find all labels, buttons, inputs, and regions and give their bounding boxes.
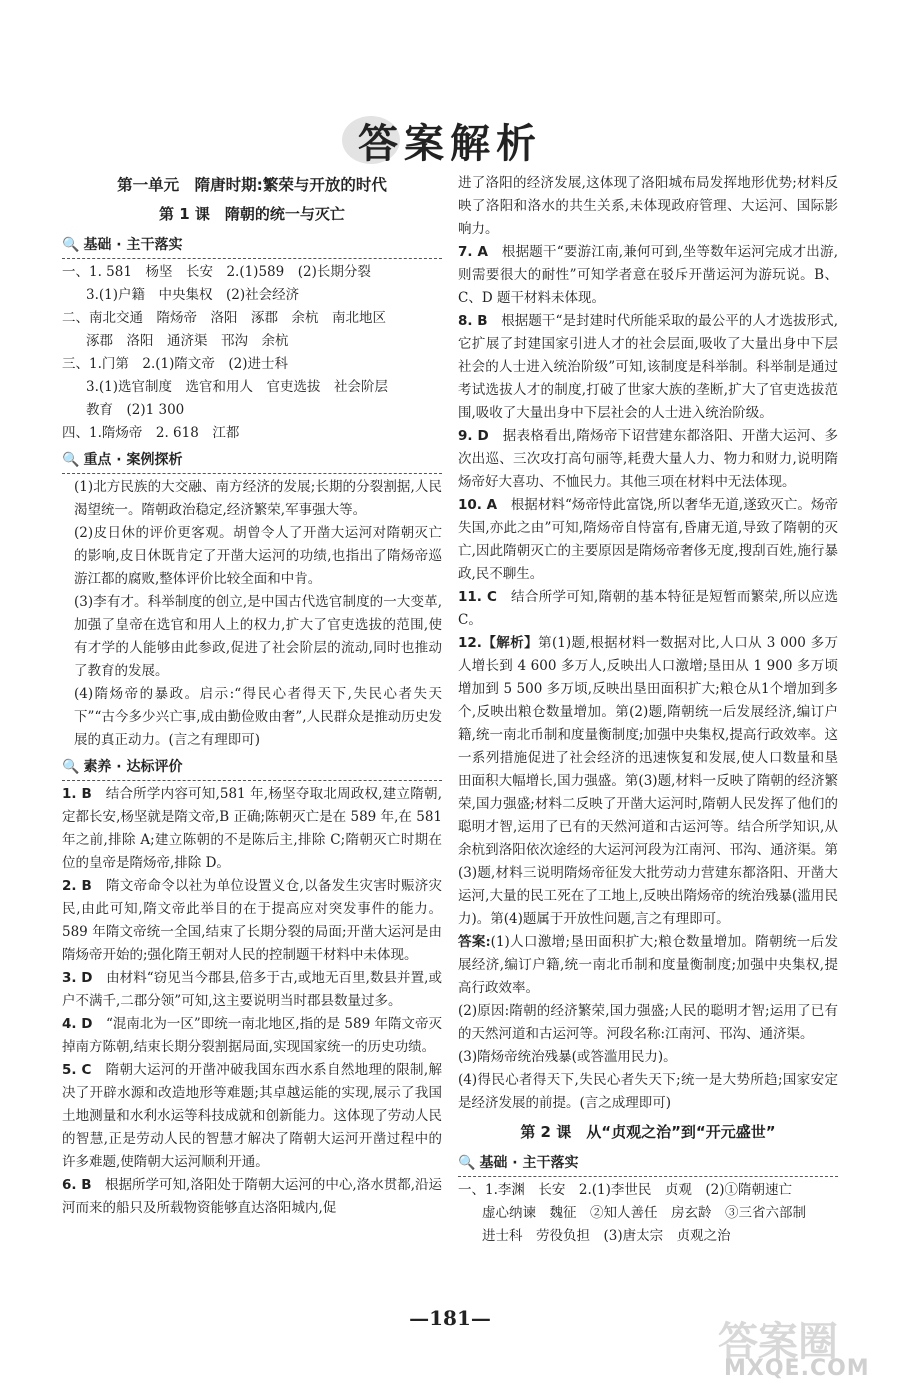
analysis-label: 【解析】: [481, 635, 539, 651]
answer-item: [62, 1013, 442, 1059]
answer-number: 3. D: [62, 970, 93, 986]
basic-line: 涿郡 洛阳 通济渠 邗沟 余杭: [86, 333, 289, 349]
answer-text: 根据所学可知,洛阳处于隋朝大运河的中心,洛水贯都,沿运河而来的船只及所载物资能够直达洛阳城内,促: [62, 1177, 443, 1216]
answer-number: 10. A: [458, 497, 498, 513]
basic-line: 四、1.隋炀帝 2. 618 江都: [62, 425, 240, 441]
answer-number: 9. D: [458, 428, 489, 444]
answer-text: 隋朝大运河的开凿冲破我国东西水系自然地理的限制,解决了开辟水源和改造地形等难题;其卓越运能的实现,展示了我国土地测量和水利水运等科技成就和创新能力。这体现了劳动人民的智慧,正是劳动人民的智慧才解决了隋朝大运河开凿过程中的许多难题,使隋朝大运河顺利开通。: [62, 1062, 442, 1170]
answer-number: 7. A: [458, 244, 488, 260]
answer-item: [458, 586, 838, 632]
answer-text: 根据题干“是封建时代所能采取的最公平的人才选拔形式,它扩展了封建国家引进人才的社会层面,吸收了大量出身中下层社会的人士进入统治阶级”可知,该制度是科举制。科举制是通过考试选拔人才的制度,打破了世家大族的垄断,扩大了官吏选拔范围,吸收了大量出身中下层社会的人士进入统治阶级。: [458, 313, 839, 421]
answer-item: [458, 425, 838, 494]
basic-line: 三、1.门第 2.(1)隋文帝 (2)进士科: [62, 356, 289, 372]
key-paragraph: (4)隋炀帝的暴政。启示:“得民心者得天下,失民心者失天下”“古今多少兴亡事,成由勤俭败由奢”,人民群众是推动历史发展的真正动力。(言之有理即可): [74, 686, 442, 748]
basic-line: 一、1. 581 杨坚 长安 2.(1)589 (2)长期分裂: [62, 264, 371, 280]
lesson-heading: 第 1 课 隋朝的统一与灭亡: [159, 205, 345, 223]
answer-label: 答案:: [458, 934, 491, 950]
continued-text: 进了洛阳的经济发展,这体现了洛阳城布局发挥地形优势;材料反映了洛阳和洛水的共生关系,未体现政府管理、大运河、国际影响力。: [458, 175, 838, 237]
lesson-heading: 第 2 课 从“贞观之治”到“开元盛世”: [520, 1123, 776, 1141]
answer-text: 根据题干“要游江南,兼何可到,坐等数年运河完成才出游,则需要很大的耐性”可知学者意在驳斥开凿运河为游玩说。B、C、D 题干材料未体现。: [458, 244, 839, 306]
answer-number: 5. C: [62, 1062, 92, 1078]
search-icon: 🔍: [62, 759, 80, 775]
answer-text: 隋文帝命令以社为单位设置义仓,以备发生灾害时赈济灾民,由此可知,隋文帝此举目的在于提高应对突发事件的能力。589 年隋文帝统一全国,结束了长期分裂的局面;开凿大运河是由隋炀帝开始的;强化隋王朝对人民的控制题干材料中未体现。: [62, 878, 443, 963]
answer-text: 根据材料“炀帝恃此富饶,所以奢华无道,遂致灭亡。炀帝失国,亦此之由”可知,隋炀帝自恃富有,昏庸无道,导致了隋朝的灭亡,因此隋朝灭亡的主要原因是隋炀帝奢侈无度,搜刮百姓,施行暴政,民不聊生。: [458, 497, 839, 582]
answer-number: 4. D: [62, 1016, 93, 1032]
answer-text: 据表格看出,隋炀帝下诏营建东都洛阳、开凿大运河、多次出巡、三次攻打高句丽等,耗费大量人力、物力和财力,说明隋炀帝好大喜功、不恤民力。其他三项在材料中无法体现。: [458, 428, 838, 490]
basic-line: 二、南北交通 隋炀帝 洛阳 涿郡 余杭 南北地区: [62, 310, 386, 326]
answer-item: [62, 783, 442, 875]
answer-number: 11. C: [458, 589, 497, 605]
answer-line: (4)得民心者得天下,失民心者失天下;统一是大势所趋;国家安定是经济发展的前提。(言之成理即可): [458, 1072, 838, 1111]
answer-line: (2)原因:隋朝的经济繁荣,国力强盛;人民的聪明才智;运用了已有的天然河道和古运河等。河段名称:江南河、邗沟、通济渠。: [458, 1003, 838, 1042]
watermark-url: MXQE.COM: [724, 1356, 870, 1381]
basic-line: 进士科 劳役负担 (3)唐太宗 贞观之治: [482, 1228, 731, 1244]
section-quality: 🔍 素养 · 达标评价: [62, 756, 442, 781]
answer-block: [458, 931, 838, 1000]
search-icon: 🔍: [458, 1155, 476, 1171]
answer-line: (3)隋炀帝统治残暴(或答滥用民力)。: [458, 1049, 677, 1065]
answer-number: 1. B: [62, 786, 92, 802]
answer-item: [62, 1059, 442, 1174]
section-basic: 🔍 基础 · 主干落实: [62, 234, 442, 259]
left-column: [62, 172, 442, 1220]
answer-text: 结合所学内容可知,581 年,杨坚夺取北周政权,建立隋朝,定都长安,杨坚就是隋文帝,B 正确;陈朝灭亡是在 589 年,在 581 年之前,排除 A;建立陈朝的不是陈后主,排除 C;隋朝灭亡时期在位的皇帝是隋炀帝,排除 D。: [62, 786, 442, 871]
answer-text: 由材料“窃见当今郡县,倍多于古,或地无百里,数县并置,或户不满千,二郡分领”可知,这主要说明当时郡县数量过多。: [62, 970, 442, 1009]
answer-item: [458, 632, 838, 931]
key-paragraph: (1)北方民族的大交融、南方经济的发展;长期的分裂割据,人民渴望统一。隋朝政治稳定,经济繁荣,军事强大等。: [74, 479, 442, 518]
answer-item: [62, 1174, 442, 1220]
basic-line: 教育 (2)1 300: [86, 402, 185, 418]
page-number: —181—: [409, 1306, 491, 1330]
watermark-logo: 答案圈: [718, 1319, 838, 1365]
key-paragraph: (2)皮日休的评价更客观。胡曾令人了开凿大运河对隋朝灭亡的影响,皮日休既肯定了开凿大运河的功绩,也指出了隋炀帝巡游江都的腐败,整体评价比较全面和中肯。: [74, 525, 442, 587]
unit-heading: 第一单元 隋唐时期:繁荣与开放的时代: [117, 176, 387, 194]
basic-line: 虚心纳谏 魏征 ②知人善任 房玄龄 ③三省六部制: [482, 1205, 806, 1221]
section-basic: 🔍 基础 · 主干落实: [458, 1152, 838, 1177]
answer-number: 2. B: [62, 878, 92, 894]
section-key: 🔍 重点 · 案例探析: [62, 449, 442, 474]
search-icon: 🔍: [62, 452, 80, 468]
answer-item: [458, 494, 838, 586]
answer-item: [458, 310, 838, 425]
watermark: [690, 1310, 900, 1390]
answer-number: 6. B: [62, 1177, 92, 1193]
answer-number: 8. B: [458, 313, 488, 329]
basic-line: 3.(1)选官制度 选官和用人 官吏选拔 社会阶层: [86, 379, 389, 395]
key-paragraph: (3)李有才。科举制度的创立,是中国古代选官制度的一大变革,加强了皇帝在选官和用人上的权力,扩大了官吏选拔的范围,使有才学的人能够由此参政,促进了社会阶层的流动,同时也推动了教育的发展。: [74, 594, 442, 679]
search-icon: 🔍: [62, 237, 80, 253]
right-column: [458, 172, 838, 1248]
answer-number: 12.: [458, 635, 482, 651]
answer-text: 结合所学可知,隋朝的基本特征是短暂而繁荣,所以应选 C。: [458, 589, 839, 628]
answer-text: 第(1)题,根据材料一数据对比,人口从 3 000 多万人增长到 4 600 多万人,反映出人口激增;垦田从 1 900 多万顷增加到 5 500 多万顷,反映出垦田面积扩大;粮仓从1个增加到多个,反映出粮仓数量增加。第(2)题,隋朝统一后发展经济,编订户籍,统一南北币制和度量衡制度;加强中央集权,提高行政效率。这一系列措施促进了社会经济的迅速恢复和发展,使人口数量和垦田面积大幅增长,国力强盛。第(3)题,材料一反映了隋朝的经济繁荣,国力强盛;材料二反映了开凿大运河时,隋朝人民发挥了他们的聪明才智,运用了已有的天然河道和古运河等。结合所学知识,从余杭到洛阳依次途经的大运河河段为江南河、邗沟、通济渠。第(3)题,材料三说明隋炀帝征发大批劳动力营建东都洛阳、开凿大运河,大量的民工死在了工地上,反映出隋炀帝的统治残暴(滥用民力)。第(4)题属于开放性问题,言之有理即可。: [458, 635, 839, 927]
basic-line: 3.(1)户籍 中央集权 (2)社会经济: [86, 287, 300, 303]
answer-text: (1)人口激增;垦田面积扩大;粮仓数量增加。隋朝统一后发展经济,编订户籍,统一南北币制和度量衡制度;加强中央集权,提高行政效率。: [458, 934, 838, 996]
page-title: 答案解析: [352, 112, 548, 169]
answer-item: [62, 967, 442, 1013]
answer-item: [458, 241, 838, 310]
answer-text: “混南北为一区”即统一南北地区,指的是 589 年隋文帝灭掉南方陈朝,结束长期分裂割据局面,实现国家统一的历史功绩。: [62, 1016, 442, 1055]
basic-line: 一、1.李渊 长安 2.(1)李世民 贞观 (2)①隋朝速亡: [458, 1182, 793, 1198]
title-area: [0, 112, 900, 169]
answer-item: [62, 875, 442, 967]
